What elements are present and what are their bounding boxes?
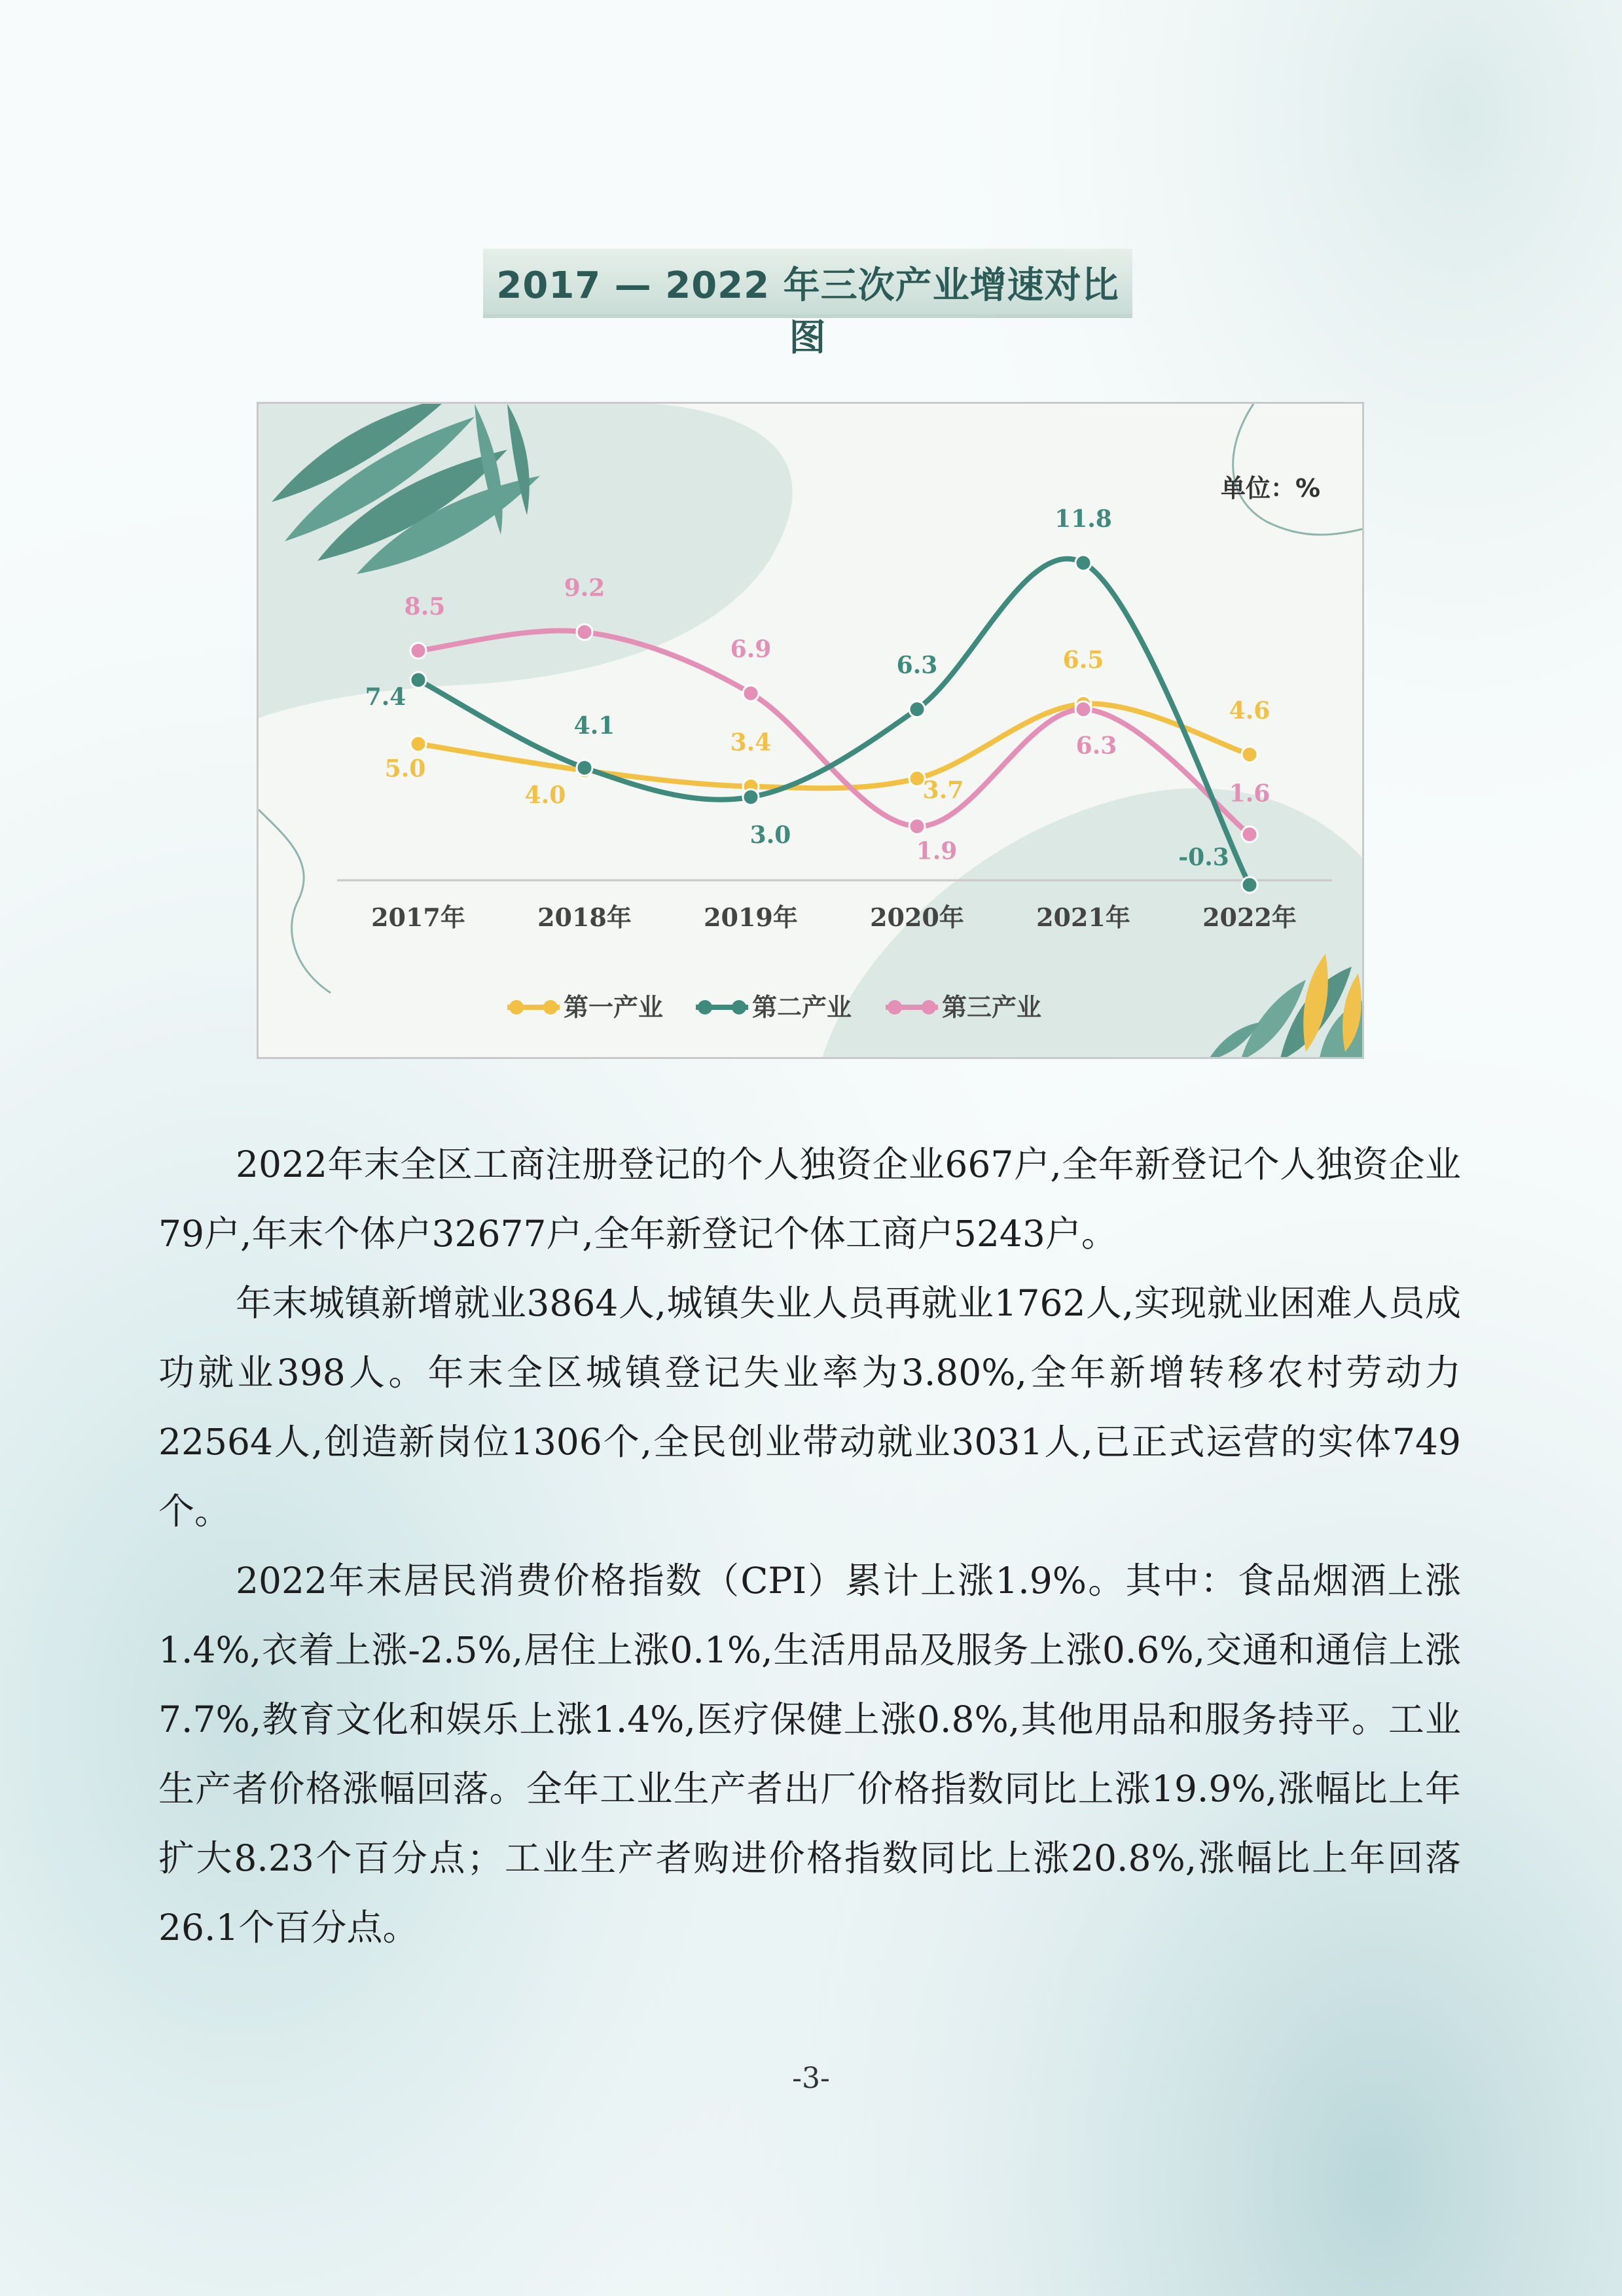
x-tick-label-5: 2022年: [1202, 903, 1297, 932]
series-2-label-0: 8.5: [404, 593, 446, 621]
series-1-point-1: [577, 760, 592, 776]
series-2-point-1: [577, 624, 592, 640]
series-2-point-2: [743, 685, 759, 701]
legend-swatch-dot2-0: [543, 1000, 558, 1014]
series-0-label-0: 5.0: [384, 755, 426, 783]
series-1-label-5: -0.3: [1178, 844, 1229, 871]
series-1-point-0: [410, 672, 426, 688]
series-1-label-1: 4.1: [573, 712, 615, 740]
series-0-point-5: [1242, 747, 1257, 762]
legend-swatch-dot-0: [509, 1000, 524, 1014]
series-1-label-3: 6.3: [896, 651, 938, 679]
series-2-point-5: [1242, 827, 1257, 842]
series-2-label-2: 6.9: [730, 636, 772, 664]
series-1-point-3: [909, 702, 925, 717]
legend-label-2: 第三产业: [942, 993, 1042, 1022]
x-tick-label-2: 2019年: [704, 903, 798, 932]
x-tick-label-3: 2020年: [870, 903, 964, 932]
series-2-point-3: [909, 819, 925, 834]
x-tick-label-0: 2017年: [371, 903, 465, 932]
series-2-point-4: [1075, 702, 1091, 717]
x-tick-label-1: 2018年: [537, 903, 632, 932]
series-0-label-1: 4.0: [524, 781, 566, 810]
unit-label: 单位：%: [1221, 474, 1321, 503]
series-1-point-5: [1242, 877, 1257, 893]
x-tick-label-4: 2021年: [1036, 903, 1130, 932]
legend-swatch-dot-1: [698, 1000, 712, 1014]
series-2-label-1: 9.2: [564, 574, 605, 602]
series-line-0: [418, 704, 1250, 788]
legend-swatch-dot-2: [888, 1000, 902, 1014]
series-0-label-5: 4.6: [1229, 696, 1271, 725]
series-2-label-5: 1.6: [1229, 780, 1271, 808]
series-2-label-3: 1.9: [916, 837, 958, 865]
series-1-point-4: [1075, 555, 1091, 571]
series-2-point-0: [410, 643, 426, 658]
page-number: -3-: [792, 2062, 830, 2095]
series-1-label-0: 7.4: [365, 683, 406, 711]
series-0-label-2: 3.4: [730, 728, 772, 757]
paragraph-2: 年末城镇新增就业3864人,城镇失业人员再就业1762人,实现就业困难人员成功就业398人。年末全区城镇登记失业率为3.80%,全年新增转移农村劳动力22564人,创造新岗位1306个,全民创业带动就业3031人,已正式运营的实体749个。: [158, 1282, 1461, 1532]
paragraph-3: 2022年末居民消费价格指数（CPI）累计上涨1.9%。其中：食品烟酒上涨1.4%,衣着上涨-2.5%,居住上涨0.1%,生活用品及服务上涨0.6%,交通和通信上涨7.7%,教育文化和娱乐上涨1.4%,医疗保健上涨0.8%,其他用品和服务持平。工业生产者价格涨幅回落。全年工业生产者出厂价格指数同比上涨19.9%,涨幅比上年扩大8.23个百分点；工业生产者购进价格指数同比上涨20.8%,涨幅比上年回落26.1个百分点。: [158, 1560, 1461, 1948]
legend-label-1: 第二产业: [752, 993, 852, 1022]
series-0-point-0: [410, 736, 426, 751]
series-2-label-4: 6.3: [1075, 732, 1117, 760]
page-title: 2017 — 2022 年三次产业增速对比图: [496, 264, 1119, 359]
paragraph-1: 2022年末全区工商注册登记的个人独资企业667户,全年新登记个人独资企业79户,年末个体户32677户,全年新登记个体工商户5243户。: [158, 1143, 1461, 1255]
chart-container: [257, 402, 1364, 1059]
legend-label-0: 第一产业: [564, 993, 664, 1022]
legend-swatch-dot2-2: [922, 1000, 936, 1014]
series-1-label-2: 3.0: [749, 821, 791, 849]
series-1-point-2: [743, 789, 759, 805]
legend-swatch-dot2-1: [732, 1000, 746, 1014]
series-0-label-4: 6.5: [1062, 646, 1104, 674]
series-0-label-3: 3.7: [922, 776, 964, 804]
decor-line-left: [259, 810, 331, 993]
decor-line-right: [1233, 404, 1364, 535]
series-1-label-4: 11.8: [1054, 505, 1112, 533]
line-chart: [259, 404, 1364, 1059]
